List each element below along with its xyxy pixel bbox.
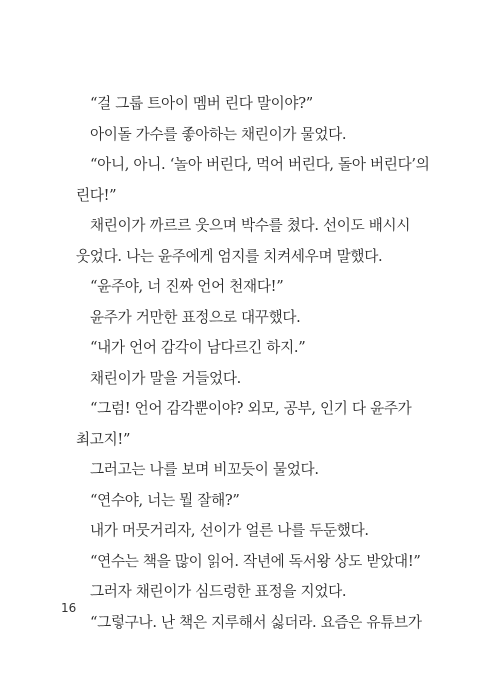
text-line: 채린이가 까르르 웃으며 박수를 쳤다. 선이도 배시시 (90, 217, 411, 234)
text-line: “그렇구나. 난 책은 지루해서 싫더라. 요즘은 유튜브가 (90, 613, 422, 631)
text-line: “연수는 책을 많이 읽어. 작년에 독서왕 상도 받았대!” (90, 552, 421, 570)
text-line: 최고지!” (76, 430, 131, 448)
text-line: “내가 언어 감각이 남다르긴 하지.” (90, 339, 306, 356)
text-line: 내가 머뭇거리자, 선이가 얼른 나를 두둔했다. (90, 522, 369, 539)
text-line: 아이돌 가수를 좋아하는 채린이가 물었다. (90, 125, 347, 143)
body-text (76, 89, 430, 638)
text-line: 그러자 채린이가 심드렁한 표정을 지었다. (90, 583, 347, 600)
text-line: “연수야, 너는 뭘 잘해?” (90, 491, 240, 509)
page-number: 16 (61, 601, 77, 615)
text-line: “그럼! 언어 감각뿐이야? 외모, 공부, 인기 다 윤주가 (90, 400, 412, 417)
text-line: “걸 그룹 트아이 멤버 린다 말이야?” (90, 95, 313, 112)
text-line: “아니, 아니. ‘놀아 버린다, 먹어 버린다, 돌아 버린다’의 (90, 156, 430, 173)
text-line: “윤주야, 너 진짜 언어 천재다!” (90, 278, 284, 295)
text-line: 그러고는 나를 보며 비꼬듯이 물었다. (90, 461, 319, 478)
text-line: 웃었다. 나는 윤주에게 엄지를 치켜세우며 말했다. (76, 247, 383, 265)
text-line: 채린이가 말을 거들었다. (90, 369, 241, 387)
text-line: 윤주가 거만한 표정으로 대꾸했다. (90, 308, 301, 326)
text-line: 린다!” (76, 186, 117, 204)
